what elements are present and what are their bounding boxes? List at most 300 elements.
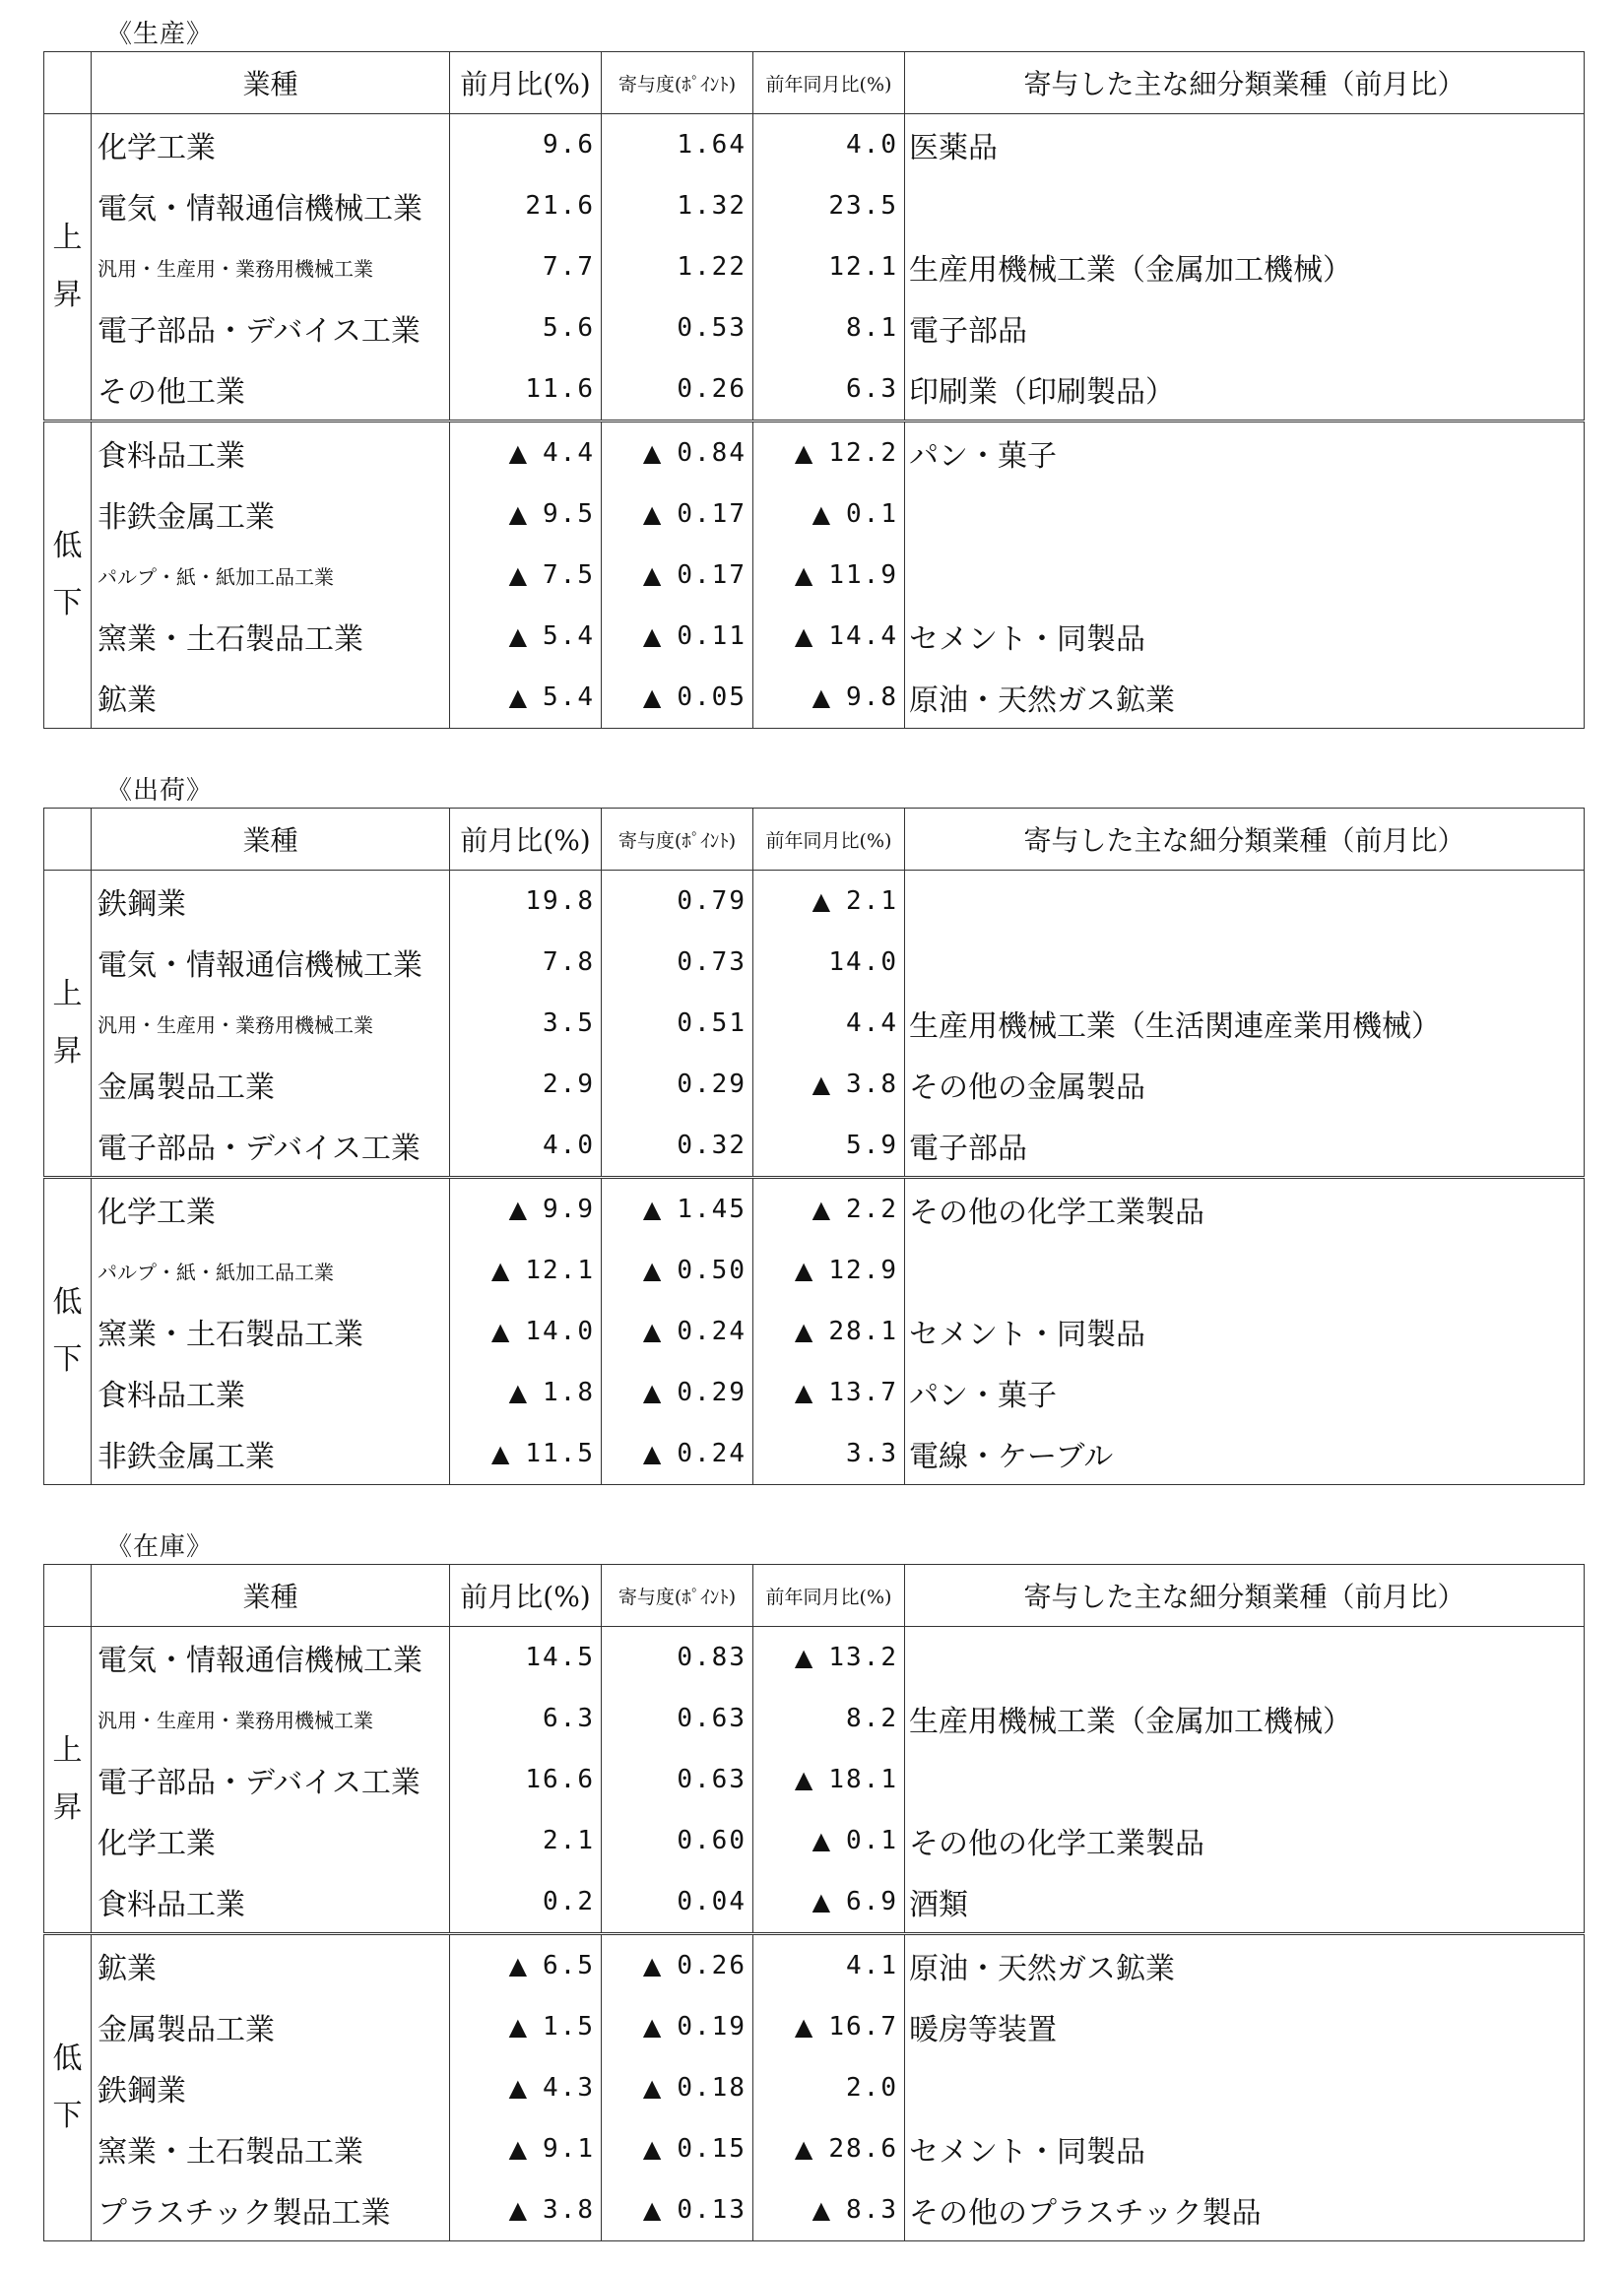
- value-number: 2.1: [846, 886, 898, 916]
- value-number: 6.5: [543, 1951, 595, 1980]
- group-char: 上: [52, 221, 83, 255]
- value-cell: [450, 1934, 602, 1997]
- decrease-triangle-icon: ▲: [812, 500, 833, 528]
- value-cell: [602, 1934, 753, 1997]
- value-cell: [753, 1054, 905, 1115]
- table-row: [44, 1362, 1585, 1423]
- subcategory: 生産用機械工業（金属加工機械）: [905, 1688, 1585, 1749]
- decrease-triangle-icon: ▲: [812, 1827, 833, 1854]
- subcategory: [905, 932, 1585, 993]
- industry-name: 電子部品・デバイス工業: [92, 297, 450, 358]
- table-row: [44, 2118, 1585, 2179]
- value-number: 4.4: [543, 438, 595, 468]
- decrease-triangle-icon: ▲: [642, 1318, 664, 1345]
- table-row: [44, 545, 1585, 606]
- value-cell: [450, 1423, 602, 1485]
- value-cell: 4.1: [753, 1934, 905, 1997]
- industry-name: 食料品工業: [92, 1871, 450, 1934]
- value-number: 9.5: [543, 499, 595, 529]
- table-row: [44, 297, 1585, 358]
- value-cell: [602, 2179, 753, 2241]
- value-cell: [602, 1178, 753, 1241]
- industry-name: 化学工業: [92, 1178, 450, 1241]
- value-cell: 0.63: [602, 1688, 753, 1749]
- subcategory: 酒類: [905, 1871, 1585, 1934]
- table-row: [44, 1996, 1585, 2057]
- group-char: 低: [52, 2042, 83, 2076]
- decrease-triangle-icon: ▲: [490, 1440, 512, 1467]
- value-number: 0.26: [677, 1951, 747, 1980]
- value-cell: 0.04: [602, 1871, 753, 1934]
- table-row: [44, 1871, 1585, 1934]
- value-number: 14.0: [525, 1317, 595, 1346]
- industry-name: 非鉄金属工業: [92, 484, 450, 545]
- value-cell: 2.1: [450, 1810, 602, 1871]
- decrease-triangle-icon: ▲: [508, 1379, 530, 1406]
- value-cell: 3.3: [753, 1423, 905, 1485]
- subcategory: [905, 1627, 1585, 1689]
- decrease-triangle-icon: ▲: [794, 1379, 815, 1406]
- section-title: 《出荷》: [106, 776, 214, 806]
- industry-name: 電気・情報通信機械工業: [92, 175, 450, 236]
- value-cell: 12.1: [753, 236, 905, 297]
- value-number: 28.1: [828, 1317, 898, 1346]
- table-row: [44, 932, 1585, 993]
- decrease-triangle-icon: ▲: [642, 2013, 664, 2041]
- value-cell: [602, 422, 753, 485]
- subcategory: 暖房等装置: [905, 1996, 1585, 2057]
- header-yoy: 前年同月比(%): [753, 809, 905, 871]
- subcategory: 印刷業（印刷製品）: [905, 358, 1585, 422]
- header-industry: 業種: [92, 52, 450, 114]
- header-subcategory: 寄与した主な細分類業種（前月比）: [905, 52, 1585, 114]
- industry-name: 金属製品工業: [92, 1996, 450, 2057]
- header-contribution: 寄与度(ﾎﾟｲﾝﾄ): [602, 52, 753, 114]
- value-cell: 14.5: [450, 1627, 602, 1689]
- value-cell: 16.6: [450, 1749, 602, 1810]
- decrease-triangle-icon: ▲: [642, 1440, 664, 1467]
- value-number: 0.84: [677, 438, 747, 468]
- subcategory: 生産用機械工業（生活関連産業用機械）: [905, 993, 1585, 1054]
- header-industry: 業種: [92, 1565, 450, 1627]
- decrease-triangle-icon: ▲: [794, 2013, 815, 2041]
- industry-name: 窯業・土石製品工業: [92, 2118, 450, 2179]
- value-cell: [450, 667, 602, 729]
- header-contribution: 寄与度(ﾎﾟｲﾝﾄ): [602, 1565, 753, 1627]
- value-cell: [602, 1240, 753, 1301]
- value-number: 14.4: [828, 621, 898, 651]
- decrease-triangle-icon: ▲: [508, 1196, 530, 1223]
- decrease-triangle-icon: ▲: [794, 1257, 815, 1284]
- table-row: [44, 1178, 1585, 1241]
- table-row: [44, 2057, 1585, 2118]
- table-row: [44, 1934, 1585, 1997]
- decrease-triangle-icon: ▲: [812, 683, 833, 711]
- value-cell: [450, 2057, 602, 2118]
- value-number: 5.4: [543, 682, 595, 712]
- subcategory: [905, 484, 1585, 545]
- value-number: 0.17: [677, 560, 747, 590]
- value-cell: [753, 1362, 905, 1423]
- decrease-triangle-icon: ▲: [642, 561, 664, 589]
- value-cell: 14.0: [753, 932, 905, 993]
- table-row: [44, 606, 1585, 667]
- subcategory: セメント・同製品: [905, 2118, 1585, 2179]
- decrease-triangle-icon: ▲: [642, 1379, 664, 1406]
- decrease-triangle-icon: ▲: [812, 1888, 833, 1915]
- value-cell: [450, 422, 602, 485]
- value-cell: 4.4: [753, 993, 905, 1054]
- value-number: 0.1: [846, 499, 898, 529]
- subcategory: [905, 175, 1585, 236]
- subcategory: 原油・天然ガス鉱業: [905, 1934, 1585, 1997]
- header-contribution: 寄与度(ﾎﾟｲﾝﾄ): [602, 809, 753, 871]
- value-cell: 9.6: [450, 114, 602, 176]
- value-cell: 5.6: [450, 297, 602, 358]
- industry-name: 電子部品・デバイス工業: [92, 1115, 450, 1178]
- decrease-triangle-icon: ▲: [642, 1952, 664, 1979]
- value-cell: 2.9: [450, 1054, 602, 1115]
- value-cell: [753, 1996, 905, 2057]
- value-cell: [753, 1240, 905, 1301]
- group-char: 昇: [52, 278, 83, 312]
- value-number: 9.1: [543, 2134, 595, 2164]
- decrease-triangle-icon: ▲: [508, 622, 530, 650]
- subcategory: パン・菓子: [905, 422, 1585, 485]
- decrease-triangle-icon: ▲: [508, 2013, 530, 2041]
- value-cell: [602, 1423, 753, 1485]
- value-number: 2.2: [846, 1195, 898, 1224]
- industry-name: 汎用・生産用・業務用機械工業: [92, 1688, 450, 1749]
- industry-name: 窯業・土石製品工業: [92, 606, 450, 667]
- value-number: 0.24: [677, 1317, 747, 1346]
- table-row: [44, 422, 1585, 485]
- value-cell: 19.8: [450, 871, 602, 933]
- value-cell: 1.64: [602, 114, 753, 176]
- decrease-triangle-icon: ▲: [508, 683, 530, 711]
- header-yoy: 前年同月比(%): [753, 1565, 905, 1627]
- header-blank: [44, 1565, 92, 1627]
- value-number: 13.2: [828, 1643, 898, 1672]
- decrease-triangle-icon: ▲: [794, 439, 815, 467]
- industry-name: 非鉄金属工業: [92, 1423, 450, 1485]
- decrease-triangle-icon: ▲: [508, 439, 530, 467]
- value-cell: [753, 422, 905, 485]
- value-cell: [753, 871, 905, 933]
- value-cell: 1.22: [602, 236, 753, 297]
- value-number: 0.19: [677, 2012, 747, 2042]
- industry-name: 電気・情報通信機械工業: [92, 1627, 450, 1689]
- value-cell: 3.5: [450, 993, 602, 1054]
- subcategory: [905, 2057, 1585, 2118]
- value-number: 28.6: [828, 2134, 898, 2164]
- decrease-triangle-icon: ▲: [794, 1766, 815, 1793]
- value-cell: [602, 545, 753, 606]
- table-row: [44, 114, 1585, 176]
- decrease-triangle-icon: ▲: [812, 887, 833, 915]
- table-row: [44, 175, 1585, 236]
- subcategory: [905, 545, 1585, 606]
- decrease-triangle-icon: ▲: [794, 1644, 815, 1671]
- subcategory: 電子部品: [905, 297, 1585, 358]
- header-mom: 前月比(%): [450, 52, 602, 114]
- value-number: 6.9: [846, 1887, 898, 1916]
- header-row: [44, 1565, 1585, 1627]
- subcategory: 電線・ケーブル: [905, 1423, 1585, 1485]
- value-number: 0.1: [846, 1826, 898, 1855]
- value-cell: 7.7: [450, 236, 602, 297]
- value-number: 16.7: [828, 2012, 898, 2042]
- value-cell: [602, 2057, 753, 2118]
- industry-name: 汎用・生産用・業務用機械工業: [92, 236, 450, 297]
- group-char: 低: [52, 1285, 83, 1320]
- value-cell: [753, 2118, 905, 2179]
- industry-name: パルプ・紙・紙加工品工業: [92, 1240, 450, 1301]
- value-number: 5.4: [543, 621, 595, 651]
- table-row: [44, 1627, 1585, 1689]
- decrease-triangle-icon: ▲: [490, 1318, 512, 1345]
- value-cell: 21.6: [450, 175, 602, 236]
- header-mom: 前月比(%): [450, 1565, 602, 1627]
- group-char: 上: [52, 1733, 83, 1768]
- decrease-triangle-icon: ▲: [642, 2135, 664, 2163]
- value-cell: [450, 606, 602, 667]
- industry-name: 食料品工業: [92, 422, 450, 485]
- table-row: [44, 358, 1585, 422]
- value-cell: 0.79: [602, 871, 753, 933]
- group-char: 下: [52, 586, 83, 620]
- value-cell: [450, 1996, 602, 2057]
- value-cell: 0.53: [602, 297, 753, 358]
- value-number: 0.24: [677, 1439, 747, 1468]
- value-cell: [602, 2118, 753, 2179]
- value-cell: [602, 1362, 753, 1423]
- decrease-triangle-icon: ▲: [642, 439, 664, 467]
- value-cell: [753, 1871, 905, 1934]
- value-number: 11.9: [828, 560, 898, 590]
- header-row: [44, 52, 1585, 114]
- group-label-up: [44, 114, 92, 422]
- decrease-triangle-icon: ▲: [642, 1257, 664, 1284]
- value-cell: [753, 484, 905, 545]
- decrease-triangle-icon: ▲: [642, 2196, 664, 2224]
- industry-name: 化学工業: [92, 1810, 450, 1871]
- table-row: [44, 667, 1585, 729]
- value-number: 0.18: [677, 2073, 747, 2103]
- value-number: 1.8: [543, 1378, 595, 1407]
- industry-name: 食料品工業: [92, 1362, 450, 1423]
- industry-name: 化学工業: [92, 114, 450, 176]
- subcategory: セメント・同製品: [905, 1301, 1585, 1362]
- table-row: [44, 1423, 1585, 1485]
- value-cell: [450, 1362, 602, 1423]
- decrease-triangle-icon: ▲: [508, 1952, 530, 1979]
- value-cell: 1.32: [602, 175, 753, 236]
- value-cell: [753, 2179, 905, 2241]
- value-cell: 7.8: [450, 932, 602, 993]
- table-row: [44, 1688, 1585, 1749]
- value-number: 12.2: [828, 438, 898, 468]
- subcategory: [905, 871, 1585, 933]
- group-char: 昇: [52, 1790, 83, 1825]
- value-number: 0.13: [677, 2195, 747, 2225]
- table-row: [44, 1115, 1585, 1178]
- industry-name: プラスチック製品工業: [92, 2179, 450, 2241]
- decrease-triangle-icon: ▲: [508, 2196, 530, 2224]
- table-row: [44, 1301, 1585, 1362]
- subcategory: セメント・同製品: [905, 606, 1585, 667]
- decrease-triangle-icon: ▲: [642, 622, 664, 650]
- value-cell: 11.6: [450, 358, 602, 422]
- value-cell: [602, 606, 753, 667]
- section-title: 《在庫》: [106, 1532, 214, 1562]
- header-subcategory: 寄与した主な細分類業種（前月比）: [905, 809, 1585, 871]
- value-cell: [450, 1240, 602, 1301]
- data-table: [43, 1564, 1585, 2241]
- group-char: 下: [52, 1342, 83, 1377]
- group-char: 昇: [52, 1034, 83, 1069]
- value-cell: [602, 484, 753, 545]
- decrease-triangle-icon: ▲: [508, 2074, 530, 2102]
- value-number: 3.8: [846, 1070, 898, 1099]
- decrease-triangle-icon: ▲: [508, 561, 530, 589]
- industry-name: 鉄鋼業: [92, 2057, 450, 2118]
- industry-name: 汎用・生産用・業務用機械工業: [92, 993, 450, 1054]
- group-char: 上: [52, 977, 83, 1011]
- value-number: 1.5: [543, 2012, 595, 2042]
- value-cell: 0.51: [602, 993, 753, 1054]
- group-label-down: [44, 1178, 92, 1485]
- value-number: 0.05: [677, 682, 747, 712]
- value-number: 0.29: [677, 1378, 747, 1407]
- value-number: 1.45: [677, 1195, 747, 1224]
- data-table: [43, 808, 1585, 1485]
- header-mom: 前月比(%): [450, 809, 602, 871]
- group-label-down: [44, 422, 92, 729]
- value-cell: [753, 667, 905, 729]
- value-cell: [753, 1178, 905, 1241]
- value-number: 18.1: [828, 1765, 898, 1794]
- group-label-up: [44, 871, 92, 1178]
- value-cell: 6.3: [753, 358, 905, 422]
- decrease-triangle-icon: ▲: [490, 1257, 512, 1284]
- value-cell: 0.73: [602, 932, 753, 993]
- subcategory: 電子部品: [905, 1115, 1585, 1178]
- table-row: [44, 1749, 1585, 1810]
- decrease-triangle-icon: ▲: [812, 1070, 833, 1098]
- value-cell: 0.29: [602, 1054, 753, 1115]
- group-char: 低: [52, 529, 83, 563]
- table-row: [44, 1810, 1585, 1871]
- value-number: 3.8: [543, 2195, 595, 2225]
- decrease-triangle-icon: ▲: [794, 1318, 815, 1345]
- industry-name: その他工業: [92, 358, 450, 422]
- value-number: 4.3: [543, 2073, 595, 2103]
- group-char: 下: [52, 2099, 83, 2133]
- value-cell: [602, 1301, 753, 1362]
- decrease-triangle-icon: ▲: [794, 561, 815, 589]
- value-cell: 4.0: [450, 1115, 602, 1178]
- table-row: [44, 871, 1585, 933]
- value-number: 0.50: [677, 1256, 747, 1285]
- value-cell: 2.0: [753, 2057, 905, 2118]
- subcategory: 医薬品: [905, 114, 1585, 176]
- decrease-triangle-icon: ▲: [812, 1196, 833, 1223]
- value-cell: [753, 1749, 905, 1810]
- value-cell: [753, 545, 905, 606]
- industry-name: 金属製品工業: [92, 1054, 450, 1115]
- group-label-down: [44, 1934, 92, 2241]
- value-cell: [602, 667, 753, 729]
- value-cell: 0.83: [602, 1627, 753, 1689]
- subcategory: 生産用機械工業（金属加工機械）: [905, 236, 1585, 297]
- value-cell: [450, 1301, 602, 1362]
- value-cell: [450, 1178, 602, 1241]
- value-number: 12.1: [525, 1256, 595, 1285]
- industry-name: パルプ・紙・紙加工品工業: [92, 545, 450, 606]
- value-number: 9.8: [846, 682, 898, 712]
- subcategory: [905, 1240, 1585, 1301]
- value-number: 11.5: [525, 1439, 595, 1468]
- industry-name: 鉱業: [92, 1934, 450, 1997]
- subcategory: [905, 1749, 1585, 1810]
- decrease-triangle-icon: ▲: [794, 622, 815, 650]
- value-cell: 0.26: [602, 358, 753, 422]
- table-row: [44, 484, 1585, 545]
- header-blank: [44, 809, 92, 871]
- decrease-triangle-icon: ▲: [812, 2196, 833, 2224]
- table-row: [44, 1054, 1585, 1115]
- industry-name: 電子部品・デバイス工業: [92, 1749, 450, 1810]
- decrease-triangle-icon: ▲: [508, 500, 530, 528]
- industry-name: 電気・情報通信機械工業: [92, 932, 450, 993]
- value-cell: 5.9: [753, 1115, 905, 1178]
- value-cell: [753, 1301, 905, 1362]
- decrease-triangle-icon: ▲: [642, 2074, 664, 2102]
- subcategory: パン・菓子: [905, 1362, 1585, 1423]
- industry-name: 鉄鋼業: [92, 871, 450, 933]
- header-yoy: 前年同月比(%): [753, 52, 905, 114]
- table-row: [44, 236, 1585, 297]
- value-cell: 8.1: [753, 297, 905, 358]
- value-cell: [450, 484, 602, 545]
- value-cell: [753, 1627, 905, 1689]
- decrease-triangle-icon: ▲: [508, 2135, 530, 2163]
- value-number: 0.15: [677, 2134, 747, 2164]
- header-blank: [44, 52, 92, 114]
- value-cell: 8.2: [753, 1688, 905, 1749]
- group-label-up: [44, 1627, 92, 1934]
- header-subcategory: 寄与した主な細分類業種（前月比）: [905, 1565, 1585, 1627]
- subcategory: その他の化学工業製品: [905, 1178, 1585, 1241]
- decrease-triangle-icon: ▲: [642, 683, 664, 711]
- value-number: 0.17: [677, 499, 747, 529]
- subcategory: 原油・天然ガス鉱業: [905, 667, 1585, 729]
- value-number: 7.5: [543, 560, 595, 590]
- value-cell: 23.5: [753, 175, 905, 236]
- decrease-triangle-icon: ▲: [794, 2135, 815, 2163]
- subcategory: その他の化学工業製品: [905, 1810, 1585, 1871]
- table-row: [44, 2179, 1585, 2241]
- industry-name: 鉱業: [92, 667, 450, 729]
- value-cell: [602, 1996, 753, 2057]
- value-cell: [753, 1810, 905, 1871]
- value-cell: 0.63: [602, 1749, 753, 1810]
- table-row: [44, 1240, 1585, 1301]
- value-cell: 0.60: [602, 1810, 753, 1871]
- decrease-triangle-icon: ▲: [642, 500, 664, 528]
- header-row: [44, 809, 1585, 871]
